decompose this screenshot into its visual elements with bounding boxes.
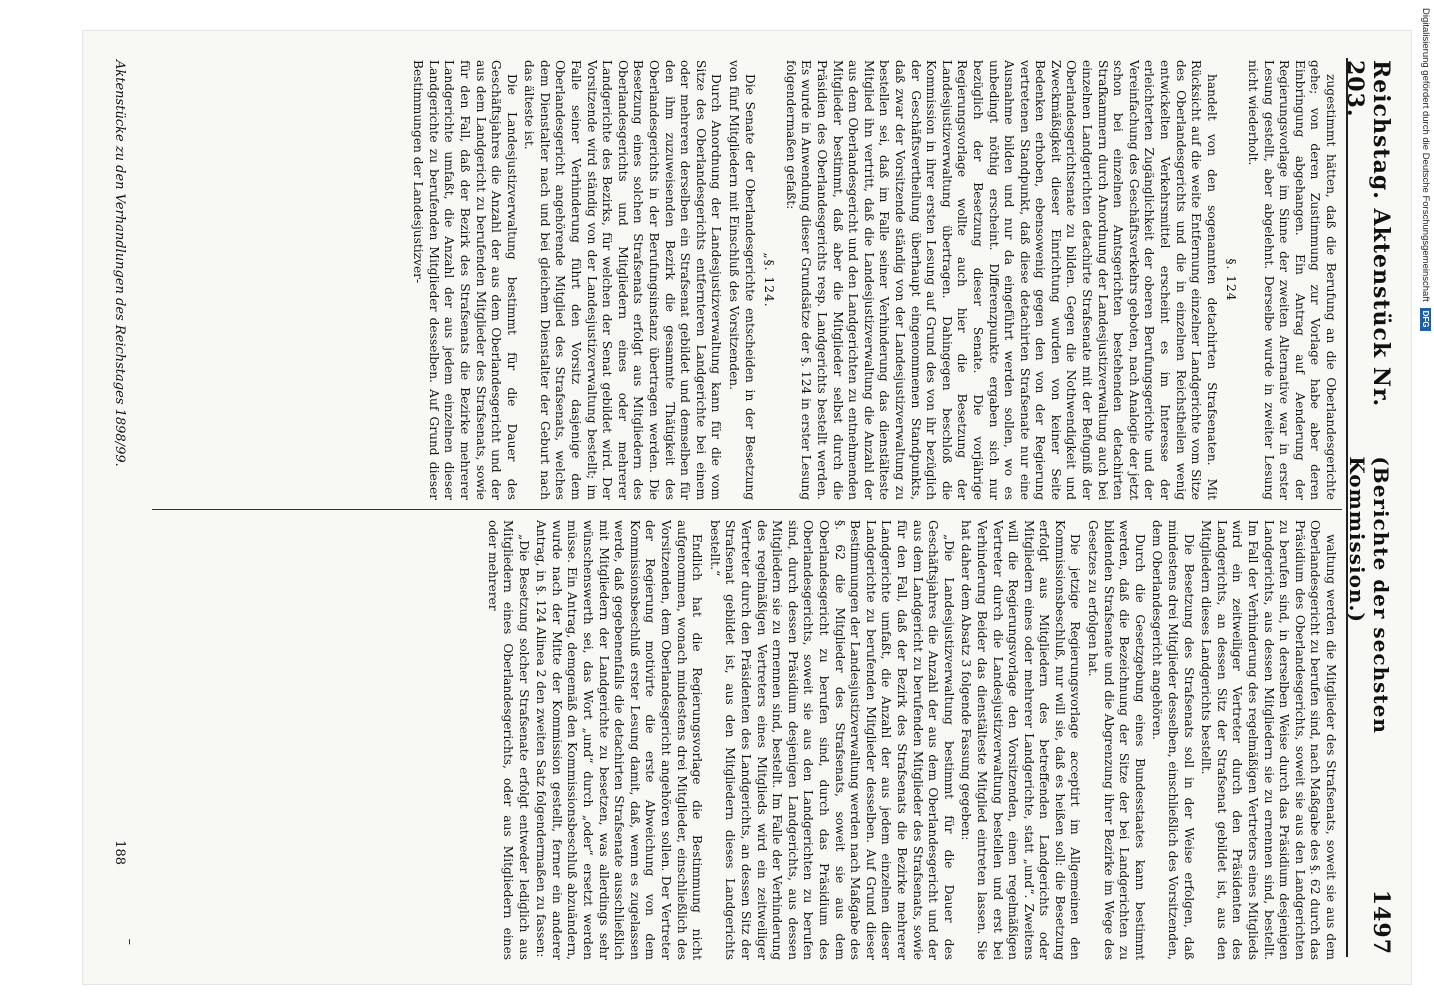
paragraph: Durch die Gesetzgebung eines Bundesstaates kann bestimmt werden, daß die Bezeichnung der Sitze der bei Landgerichten zu bildenden Strafsenate und die Abgrenzung ihrer Bezirke im Wege des Gesetzes zu erfolgen hat. <box>1086 520 1147 960</box>
header-left: Reichstag. Aktenstück Nr. 203. <box>1342 60 1394 408</box>
header-center: (Berichte der sechsten Kommission.) <box>1345 456 1393 734</box>
paragraph: Endlich hat die Regierungsvorlage die Bestimmung nicht aufgenommen, wonach mindestens drei Mitglieder, einschließlich des Vorsitzenden, dem Oberlandesgericht angehören sollen. Der Vertreter der Regierung motivirte die erste Abweichung von dem Kommissionsbeschluß erster Lesung damit, daß, wenn es zugelassen werde, daß gegebenenfalls die detachirten Strafsenate ausschließlich mit Mitgliedern der Landgerichte zu besetzen, was allerdings sehr wünschenswerth sei, das Wort „und“ durch „oder“ ersetzt werden müsse. Ein Antrag, demgemäß den Kommissionsbeschluß abzuändern, wurde nach der Mitte der Kommission gestellt, ferner ein anderer Antrag, in §. 124 Alinea 2 den zweiten Satz folgendermaßen zu fassen: <box>534 520 705 960</box>
page-number: 1497 <box>1368 889 1394 955</box>
rotated-printed-page <box>82 30 1412 985</box>
paragraph: „Die Besetzung solcher Strafsenate erfolgt entweder lediglich aus Mitgliedern eines Oberlandesgerichts, oder aus Mitgliedern eines oder mehrerer <box>485 520 531 960</box>
paragraph: Die Senate der Oberlandesgerichte entscheiden in der Besetzung von fünf Mitgliedern mit Einschluß des Vorsitzenden. <box>727 60 757 500</box>
paragraph: Die Landesjustizverwaltung bestimmt für die Dauer des Geschäftsjahres die Anzahl der aus dem Oberlandesgericht und der aus dem Landgericht zu berufenden Mitglieder des Strafsenats, sowie für den Fall, daß der Bezirk des Strafsenats die Bezirke mehrerer Landgerichte umfaßt, die Anzahl der aus jedem einzelnen dieser Landgerichte zu berufenden Mitglieder desselben. Auf Grund dieser Bestimmungen der Landesjustizver- <box>411 60 519 500</box>
section-heading: §. 124 <box>1224 258 1239 302</box>
paragraph: handelt von den sogenannten detachirten Strafsenaten. Mit Rücksicht auf die weite Entfernung einzelner Landgerichte vom Sitze des Oberlandesgerichts und die in einzelnen Reichstheilen wenig entwickelten Verkehrsmittel erscheint es im Interesse der erleichterten Zugänglichkeit der oberen Berufungsgerichte und der Vereinfachung des Geschäftsverkehrs geboten, nach Analogie der jetzt schon bei einzelnen Amtsgerichten bestehenden detachirten Strafkammern durch Anordnung der Landesjustizverwaltung auch bei einzelnen Landgerichten detachirte Strafsenate mit der Befugniß der Oberlandesgerichtsenate zu bilden. Gegen die Nothwendigkeit und Zweckmäßigkeit dieser Einrichtung wurden von keiner Seite Bedenken erhoben, ebensowenig gegen den von der Regierung vertretenen Standpunkt, daß diese detachirten Strafsenate nur eine Ausnahme bilden und nur da eingeführt werden sollen, wo es unbedingt nöthig erscheint. Differenzpunkte ergaben sich nur bezüglich der Besetzung dieser Senate. Die vorjährige Regierungsvorlage wollte auch hier die Besetzung der Landesjustizverwaltung übertragen. Dahingegen beschloß die Kommission in ihrer ersten Lesung auf Grund des von ihr bezüglich der Geschäftsvertheilung überhaupt eingenommenen Standpunkts, daß zwar der Vorsitzende ständig von der Landesjustizverwaltung zu bestellen sei, daß im Falle seiner Verhinderung das dienstälteste Mitglied ihn vertritt, daß die Landesjustizverwaltung die Anzahl der aus dem Oberlandesgericht und den Landgerichten zu entnehmenden Mitglieder bestimmt, daß aber die Mitglieder selbst durch die Präsidien des Oberlandesgerichts resp. Landgerichts bestellt werden. Es wurde in Anwendung dieser Grundsätze der §. 124 in erster Lesung folgendermaßen gefaßt: <box>783 60 1219 500</box>
footer-mark: – <box>122 938 137 945</box>
paragraph: Die jetzige Regierungsvorlage acceptirt im Allgemeinen den Kommissionsbeschluß, nur will sie, daß es heißen soll: die Besetzung erfolgt aus Mitgliedern des betreffenden Landgerichts oder Mitgliedern eines oder mehrerer Landgerichte, statt „und“. Zweitens will die Regierungsvorlage den Vorsitzenden, einen regelmäßigen Vertreter durch die Landesjustizverwaltung bestellen und erst bei Verhinderung Beider das dienstälteste Mitglied eintreten lassen. Sie hat daher dem Absatz 3 folgende Fassung gegeben: <box>959 520 1083 960</box>
section-heading: „§. 124. <box>762 252 777 308</box>
right-column <box>152 520 1338 960</box>
digitization-strip <box>1412 8 1434 998</box>
paragraph: Die Besetzung des Strafsenats soll in der Weise erfolgen, daß mindestens drei Mitglieder desselben, einschließlich des Vorsitzenden, dem Oberlandesgericht angehören. <box>1150 520 1196 960</box>
column-separator <box>152 509 1342 510</box>
header-rule <box>1346 58 1348 957</box>
dfg-logo: DFG <box>1420 308 1431 331</box>
paragraph: „Die Landesjustizverwaltung bestimmt für die Dauer des Geschäftsjahres die Anzahl der aus dem Oberlandesgericht und der aus dem Landgericht zu berufenden Mitglieder des Strafsenats, sowie für den Fall, daß der Bezirk des Strafsenats die Bezirke mehrerer Landgerichte umfaßt, die Anzahl der aus jedem einzelnen dieser Landgerichte zu berufenden Mitglieder desselben. Auf Grund dieser Bestimmungen der Landesjustizverwaltung werden nach Maßgabe des §. 62 die Mitglieder des Strafsenats, soweit sie aus dem Oberlandesgericht zu berufen sind, durch das Präsidium des Oberlandesgerichts, soweit sie aus den Landgerichten zu berufen sind, durch dessen Präsidium desjenigen Landgerichts, aus dessen Mitgliedern sie zu ernennen sind, bestellt. Im Falle der Verhinderung des regelmäßigen Vertreters eines Mitglieds wird ein zeitweiliger Vertreter durch den Präsidenten des Landgerichts, an dessen Sitz der Strafsenat gebildet ist, aus den Mitgliedern dieses Landgerichts bestellt.“ <box>707 520 956 960</box>
footer-sheet-number: 188 <box>112 840 127 865</box>
footer-reference: Aktenstücke zu den Verhandlungen des Reichstages 1898/99. <box>112 60 127 467</box>
left-column <box>152 60 1338 500</box>
digitization-note: Digitalisierung gefördert durch die Deutsche Forschungsgemeinschaft <box>1420 8 1431 302</box>
page-header <box>1342 60 1394 955</box>
paragraph: Durch Anordnung der Landesjustizverwaltung kann für die vom Sitze des Oberlandesgerichts entfernteren Landgerichte bei einem oder mehreren derselben ein Strafsenat gebildet und demselben für den ihm zuzuweisenden Bezirk die gesammte Thätigkeit des Oberlandesgerichts in der Berufungsinstanz übertragen werden. Die Besetzung eines solchen Strafsenats erfolgt aus Mitgliedern des Oberlandesgerichts und Mitgliedern eines oder mehrerer Landgerichte des Bezirks, für welchen der Senat gebildet wird. Der Vorsitzende wird ständig von der Landesjustizverwaltung bestellt; im Falle seiner Verhinderung führt den Vorsitz dasjenige dem Oberlandesgericht angehörende Mitglied des Strafsenats, welches dem Dienstalter nach und bei gleichem Dienstalter der Geburt nach das älteste ist. <box>522 60 724 500</box>
paragraph: zugestimmt hätten, daß die Berufung an die Oberlandesgerichte gehe; von deren Zustimmung zur Vorlage habe aber deren Einbringung abgehangen. Ein Antrag auf Aenderung der Regierungsvorlage im Sinne der zweiten Alternative war in erster Lesung gestellt, aber abgelehnt. Derselbe wurde in zweiter Lesung nicht wiederholt. <box>1246 60 1338 500</box>
digitization-label <box>1420 8 1431 988</box>
paragraph: waltung werden die Mitglieder des Strafsenats, soweit sie aus dem Oberlandesgericht zu berufen sind, nach Maßgabe des §. 62 durch das Präsidium des Oberlandesgerichts, soweit sie aus den Landgerichten zu berufen sind, in derselben Weise durch das Präsidium desjenigen Landgerichts, aus dessen Mitgliedern sie zu ernennen sind, bestellt. Im Fall der Verhinderung des regelmäßigen Vertreters eines Mitglieds wird ein zeitweiliger Vertreter durch den Präsidenten des Landgerichts, an dessen Sitz der Strafsenat gebildet ist, aus den Mitgliedern dieses Landgerichts bestellt. <box>1199 520 1338 960</box>
